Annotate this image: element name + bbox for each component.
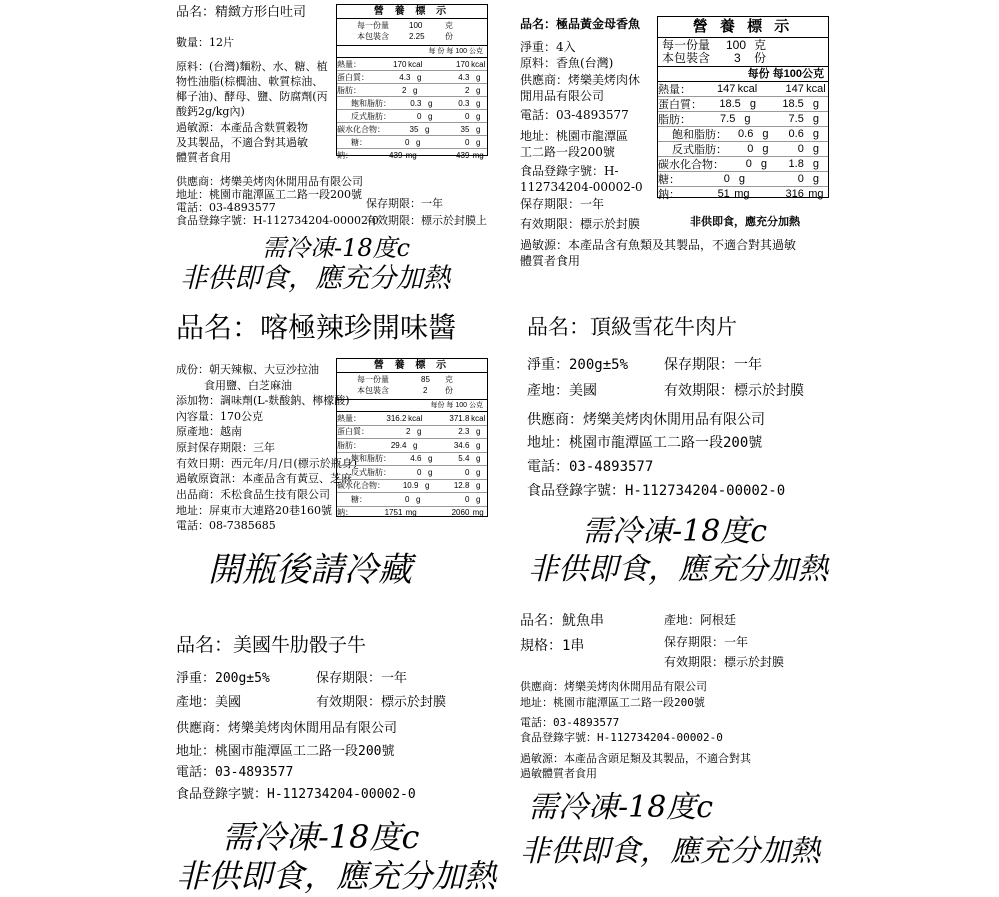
frozen-notice: 需冷凍-18度c [222,818,420,856]
nutrition-table [336,358,488,517]
per-100g-value: 35 [460,124,470,134]
per-100g-unit: g [475,137,481,147]
per-serving-value: 0 [747,143,754,155]
per-serving-unit: g [412,440,418,450]
per-serving-value: 0 [416,111,422,121]
servings-unit: 份 [445,386,453,395]
nutrition-row [337,97,487,110]
phone: 電話：03-4893577 [520,108,629,122]
per-serving-unit: kcal [737,83,758,95]
per-100g-value: 0.6 [788,128,804,140]
nutrient-name: 脂肪： [658,114,691,126]
nutrition-row [337,71,487,84]
cooking-notice: 非供即食，應充分加熱 [528,552,828,587]
per-100g-unit: mg [472,150,484,160]
phone: 電話：03-4893577 [176,765,294,780]
nutrition-row [337,412,487,426]
per-serving-header: 每份 每 100 公克 [337,400,487,412]
nutrition-row [658,142,828,157]
phone: 電話：03-4893577 [176,201,276,214]
supplier: 供應商：烤樂美烤肉休閒用品有限公司 [527,412,765,428]
per-serving-unit: g [427,467,433,477]
nutrient-name: 飽和脂肪： [351,98,391,108]
cooking-notice: 非供即食，應充分加熱 [180,263,450,294]
nutrition-row [337,149,487,161]
nutrient-name: 反式脂肪： [351,467,391,477]
nutrient-name: 反式脂肪： [672,144,727,156]
nutrient-name: 熱量： [337,413,361,423]
nutrition-row [337,58,487,71]
frozen-notice: 需冷凍-18度c [528,790,714,825]
nutrition-title: 營 養 標 示 [337,5,487,19]
nutrient-name: 脂肪： [337,85,361,95]
per-serving-unit: mg [405,508,417,518]
nutrient-name: 鈉： [337,508,353,518]
phone: 電話：03-4893577 [527,459,654,475]
expiry: 有效日期：西元年/月/日(標示於瓶身) [176,457,357,470]
nutrition-row [337,480,487,494]
per-serving-value: 29.4 [390,440,407,450]
per-100g-value: 0 [464,494,470,504]
per-100g-value: 1.8 [788,158,804,170]
nutrient-name: 碳水化合物： [658,159,724,171]
per-serving-unit: g [762,143,769,155]
nutrient-name: 飽和脂肪： [672,129,727,141]
per-100g-value: 371.8 [449,413,470,423]
per-100g-value: 0 [464,111,470,121]
per-100g-unit: kcal [471,413,486,423]
servings-label: 本包裝含 [357,32,389,41]
per-100g-value: 2060 [451,508,470,518]
per-serving-unit: g [416,72,422,82]
nutrition-row [658,157,828,172]
nutrition-row [337,426,487,440]
nutrient-name: 脂肪： [337,440,361,450]
per-100g-unit: g [475,111,481,121]
per-serving-value: 0.3 [410,98,422,108]
nutrition-row [337,466,487,480]
registration-number: 食品登錄字號：H-112734204-00002-0 [176,214,379,227]
serving-size-value: 100 [726,38,747,52]
allergen-line: 過敏源：本產品含有魚類及其製品，不適合對其過敏 [520,238,797,252]
per-100g-value: 439 [456,150,470,160]
nutrient-name: 反式脂肪： [351,111,391,121]
per-100g-unit: g [475,85,481,95]
ingredients-line: 物性油脂(棕櫚油、軟質棕油、 [176,75,324,88]
cooking-notice: 非供即食，應充分加熱 [520,834,820,869]
per-100g-unit: g [812,128,819,140]
per-100g-unit: g [812,98,819,110]
per-serving-unit: g [416,427,422,437]
product-name: 品名：美國牛肋骰子牛 [176,634,367,656]
net-weight: 淨重：200g±5% [527,357,629,373]
per-100g-value: 0 [464,137,470,147]
serving-size-value: 100 [409,21,423,30]
per-serving-unit: g [424,124,430,134]
serving-size-unit: 克 [445,375,453,384]
serving-size-unit: 克 [754,38,767,52]
additives: 添加物：調味劑(L-麩酸鈉、檸檬酸) [176,394,350,407]
per-serving-value: 2 [401,85,407,95]
nutrition-row [337,507,487,520]
registration-number: 食品登錄字號：H-112734204-00002-0 [520,731,723,744]
per-serving-unit: g [415,494,421,504]
per-serving-value: 4.6 [410,454,422,464]
product-name: 品名：極品黃金母香魚 [520,17,641,31]
allergen-info: 過敏原資訊：本產品含有黃豆、芝麻 [176,472,352,485]
nutrition-row [658,172,828,187]
per-serving-value: 18.5 [719,98,741,110]
per-100g-value: 0 [797,173,804,185]
expiry: 有效期限：標示於封膜上 [366,214,487,227]
per-100g-value: 170 [456,59,470,69]
shelf-life: 保存期限：一年 [664,357,762,373]
per-100g-unit: g [475,467,481,477]
cooking-notice: 非供即食，應充分加熱 [176,857,497,895]
per-serving-value: 170 [393,59,407,69]
per-100g-unit: g [475,427,481,437]
ingredients-line: 原料：(台灣)麵粉、水、糖、植 [176,60,328,73]
nutrient-name: 鈉： [658,189,680,201]
per-serving-unit: g [415,137,421,147]
net-weight: 淨重：200g±5% [176,671,270,686]
per-serving-unit: g [424,481,430,491]
per-100g-value: 147 [785,83,804,95]
registration-number: 食品登錄字號：H-112734204-00002-0 [176,787,416,802]
allergen-line: 體質者食用 [176,151,231,164]
product-name: 品名：頂級雪花牛肉片 [527,315,737,339]
per-serving-value: 439 [389,150,403,160]
per-100g-value: 0 [797,143,804,155]
address: 地址：桃園市龍潭區工二路一段200號 [176,744,395,759]
nutrition-row [337,439,487,453]
nutrition-title: 營 養 標 示 [337,359,487,373]
ingredients: 原料：香魚(台灣) [520,56,614,70]
shelf-life: 保存期限：一年 [366,197,443,210]
net-weight: 淨重：4入 [520,40,576,54]
serving-size-value: 85 [421,375,430,384]
frozen-notice: 需冷凍-18度c [262,234,411,262]
quantity: 數量：12片 [176,36,234,49]
ingredients-line: 酸鈣2g/kg內) [176,105,245,118]
phone: 電話：03-4893577 [520,716,620,729]
nutrition-row [658,112,828,127]
per-100g-unit: g [475,494,481,504]
servings-value: 2.25 [409,32,425,41]
per-100g-value: 5.4 [458,454,470,464]
nutrition-row [337,453,487,467]
address: 工二路一段200號 [520,145,615,159]
per-serving-value: 35 [409,124,419,134]
per-100g-value: 0.3 [458,98,470,108]
nutrition-row [337,84,487,97]
nutrient-name: 糖： [351,494,367,504]
nutrient-name: 糖： [351,137,367,147]
servings-label: 本包裝含 [662,51,711,65]
per-serving-header: 每份 每100公克 [658,67,828,82]
origin: 產地：阿根廷 [664,613,737,627]
per-serving-value: 7.5 [720,113,736,125]
per-serving-unit: g [760,158,767,170]
per-serving-value: 0 [416,467,422,477]
product-name: 品名：精緻方形白吐司 [176,5,307,20]
frozen-notice: 需冷凍-18度c [582,514,768,549]
shelf-life: 保存期限：一年 [520,197,605,211]
nutrition-row [337,493,487,507]
per-serving-value: 0 [404,137,410,147]
shelf-life: 保存期限：一年 [316,671,408,686]
expiry: 有效期限：標示於封膜 [664,383,804,399]
per-serving-value: 0.6 [738,128,754,140]
per-serving-value: 4.3 [399,72,411,82]
nutrient-name: 熱量： [658,84,691,96]
serving-size-label: 每一份量 [357,375,389,384]
allergen-line: 過敏體質者食用 [520,767,597,780]
per-100g-value: 2 [464,85,470,95]
per-serving-unit: g [738,173,745,185]
servings-unit: 份 [445,32,453,41]
allergen-line: 過敏源：本產品含麩質穀物 [176,121,308,134]
per-serving-unit: g [744,113,751,125]
per-100g-unit: g [812,143,819,155]
per-serving-unit: mg [734,188,750,200]
per-100g-unit: mg [472,508,484,518]
manufacturer: 出品商：禾松食品生技有限公司 [176,488,330,501]
nutrition-row [337,123,487,136]
per-100g-unit: g [812,113,819,125]
servings-label: 本包裝含 [357,386,389,395]
origin: 原產地：越南 [176,425,242,438]
per-serving-value: 1751 [384,508,403,518]
servings-value: 3 [734,51,741,65]
storage-notice: 開瓶後請冷藏 [208,550,412,590]
nutrition-row [337,136,487,149]
address: 地址：屏東市大連路20巷160號 [176,504,332,517]
nutrient-name: 碳水化合物： [337,124,385,134]
servings-value: 2 [423,386,428,395]
serving-size-label: 每一份量 [662,38,711,52]
address: 地址：桃園市龍潭區工二路一段200號 [520,696,705,709]
per-serving-unit: g [749,98,756,110]
allergen-line: 及其製品，不適合對其過敏 [176,136,308,149]
per-serving-value: 10.9 [402,481,419,491]
per-100g-unit: mg [808,188,824,200]
supplier: 供應商：烤樂美烤肉休閒用品有限公司 [176,721,398,736]
per-100g-unit: g [475,454,481,464]
per-100g-unit: g [475,481,481,491]
per-serving-unit: g [427,98,433,108]
nutrition-row [337,110,487,123]
per-serving-value: 2 [405,427,411,437]
nutrition-row [658,187,828,201]
ingredients-line: 椰子油)、酵母、鹽、防腐劑(丙 [176,90,328,103]
nutrition-row [658,82,828,97]
per-100g-unit: kcal [471,59,486,69]
address: 地址：桃園市龍潭區 [520,129,629,143]
per-serving-header: 每 份 每 100 公克 [337,46,487,58]
allergen-line: 過敏源：本產品含頭足類及其製品，不適合對其 [520,752,751,765]
supplier: 供應商：烤樂美烤肉休閒用品有限公司 [176,175,363,188]
per-100g-value: 316 [785,188,804,200]
nutrient-name: 鈉： [337,150,353,160]
per-100g-value: 34.6 [453,440,470,450]
per-serving-unit: kcal [408,413,423,423]
per-serving-value: 316.2 [386,413,407,423]
product-name: 品名：喀極辣珍開味醬 [176,311,457,344]
product-name: 品名：魷魚串 [520,613,604,629]
volume: 內容量：170公克 [176,410,263,423]
nutrient-name: 蛋白質： [337,427,369,437]
nutrition-table [336,4,488,160]
per-100g-value: 4.3 [458,72,470,82]
allergen-line: 體質者食用 [520,254,581,268]
per-100g-unit: g [812,158,819,170]
registration-number: 112734204-00002-0 [520,180,643,194]
serving-size-label: 每一份量 [357,21,389,30]
origin: 產地：美國 [176,695,242,710]
per-100g-value: 7.5 [788,113,804,125]
per-100g-unit: kcal [806,83,826,95]
origin: 產地：美國 [527,383,597,399]
nutrition-row [658,127,828,142]
servings-unit: 份 [754,51,767,65]
per-100g-value: 18.5 [782,98,804,110]
per-serving-unit: g [762,128,769,140]
per-100g-value: 2.3 [458,427,470,437]
per-serving-value: 0 [404,494,410,504]
expiry: 有效期限：標示於封膜 [664,655,785,669]
per-100g-unit: g [475,98,481,108]
nutrient-name: 飽和脂肪： [351,454,391,464]
phone: 電話：08-7385685 [176,519,276,532]
per-serving-unit: mg [405,150,417,160]
per-100g-unit: g [475,124,481,134]
nutrition-title: 營 養 標 示 [658,17,828,38]
expiry: 有效期限：標示於封膜 [520,217,641,231]
per-100g-unit: g [475,72,481,82]
shelf-life: 保存期限：一年 [664,635,749,649]
per-100g-value: 12.8 [453,481,470,491]
nutrient-name: 熱量： [337,59,361,69]
supplier: 供應商：烤樂美烤肉休 [520,73,641,87]
nutrition-row [658,97,828,112]
nutrient-name: 糖： [658,174,680,186]
per-serving-value: 0 [745,158,752,170]
supplier: 閒用品有限公司 [520,89,605,103]
cooking-notice: 非供即食，應充分加熱 [690,215,800,228]
per-serving-value: 51 [717,188,730,200]
per-serving-value: 147 [716,83,736,95]
per-100g-unit: g [475,440,481,450]
registration-number: 食品登錄字號：H-112734204-00002-0 [527,483,786,499]
per-serving-unit: kcal [408,59,423,69]
serving-size-unit: 克 [445,21,453,30]
per-serving-unit: g [412,85,418,95]
expiry: 有效期限：標示於封膜 [316,695,447,710]
per-100g-value: 0 [464,467,470,477]
per-serving-unit: g [427,111,433,121]
registration-number: 食品登錄字號：H- [520,164,619,178]
nutrition-table [657,16,829,201]
per-100g-unit: g [812,173,819,185]
nutrient-name: 碳水化合物： [337,481,385,491]
ingredients-line: 成份：朝天辣椒、大豆沙拉油 [176,363,319,376]
nutrient-name: 蛋白質： [658,99,702,111]
specification: 規格：1串 [520,638,585,654]
per-serving-value: 0 [723,173,730,185]
address: 地址：桃園市龍潭區工二路一段200號 [527,435,763,451]
per-serving-unit: g [427,454,433,464]
supplier: 供應商：烤樂美烤肉休閒用品有限公司 [520,680,707,693]
address: 地址：桃園市龍潭區工二路一段200號 [176,188,362,201]
shelf-life: 原封保存期限：三年 [176,441,275,454]
ingredients-line: 食用鹽、白芝麻油 [204,379,292,392]
nutrient-name: 蛋白質： [337,72,369,82]
